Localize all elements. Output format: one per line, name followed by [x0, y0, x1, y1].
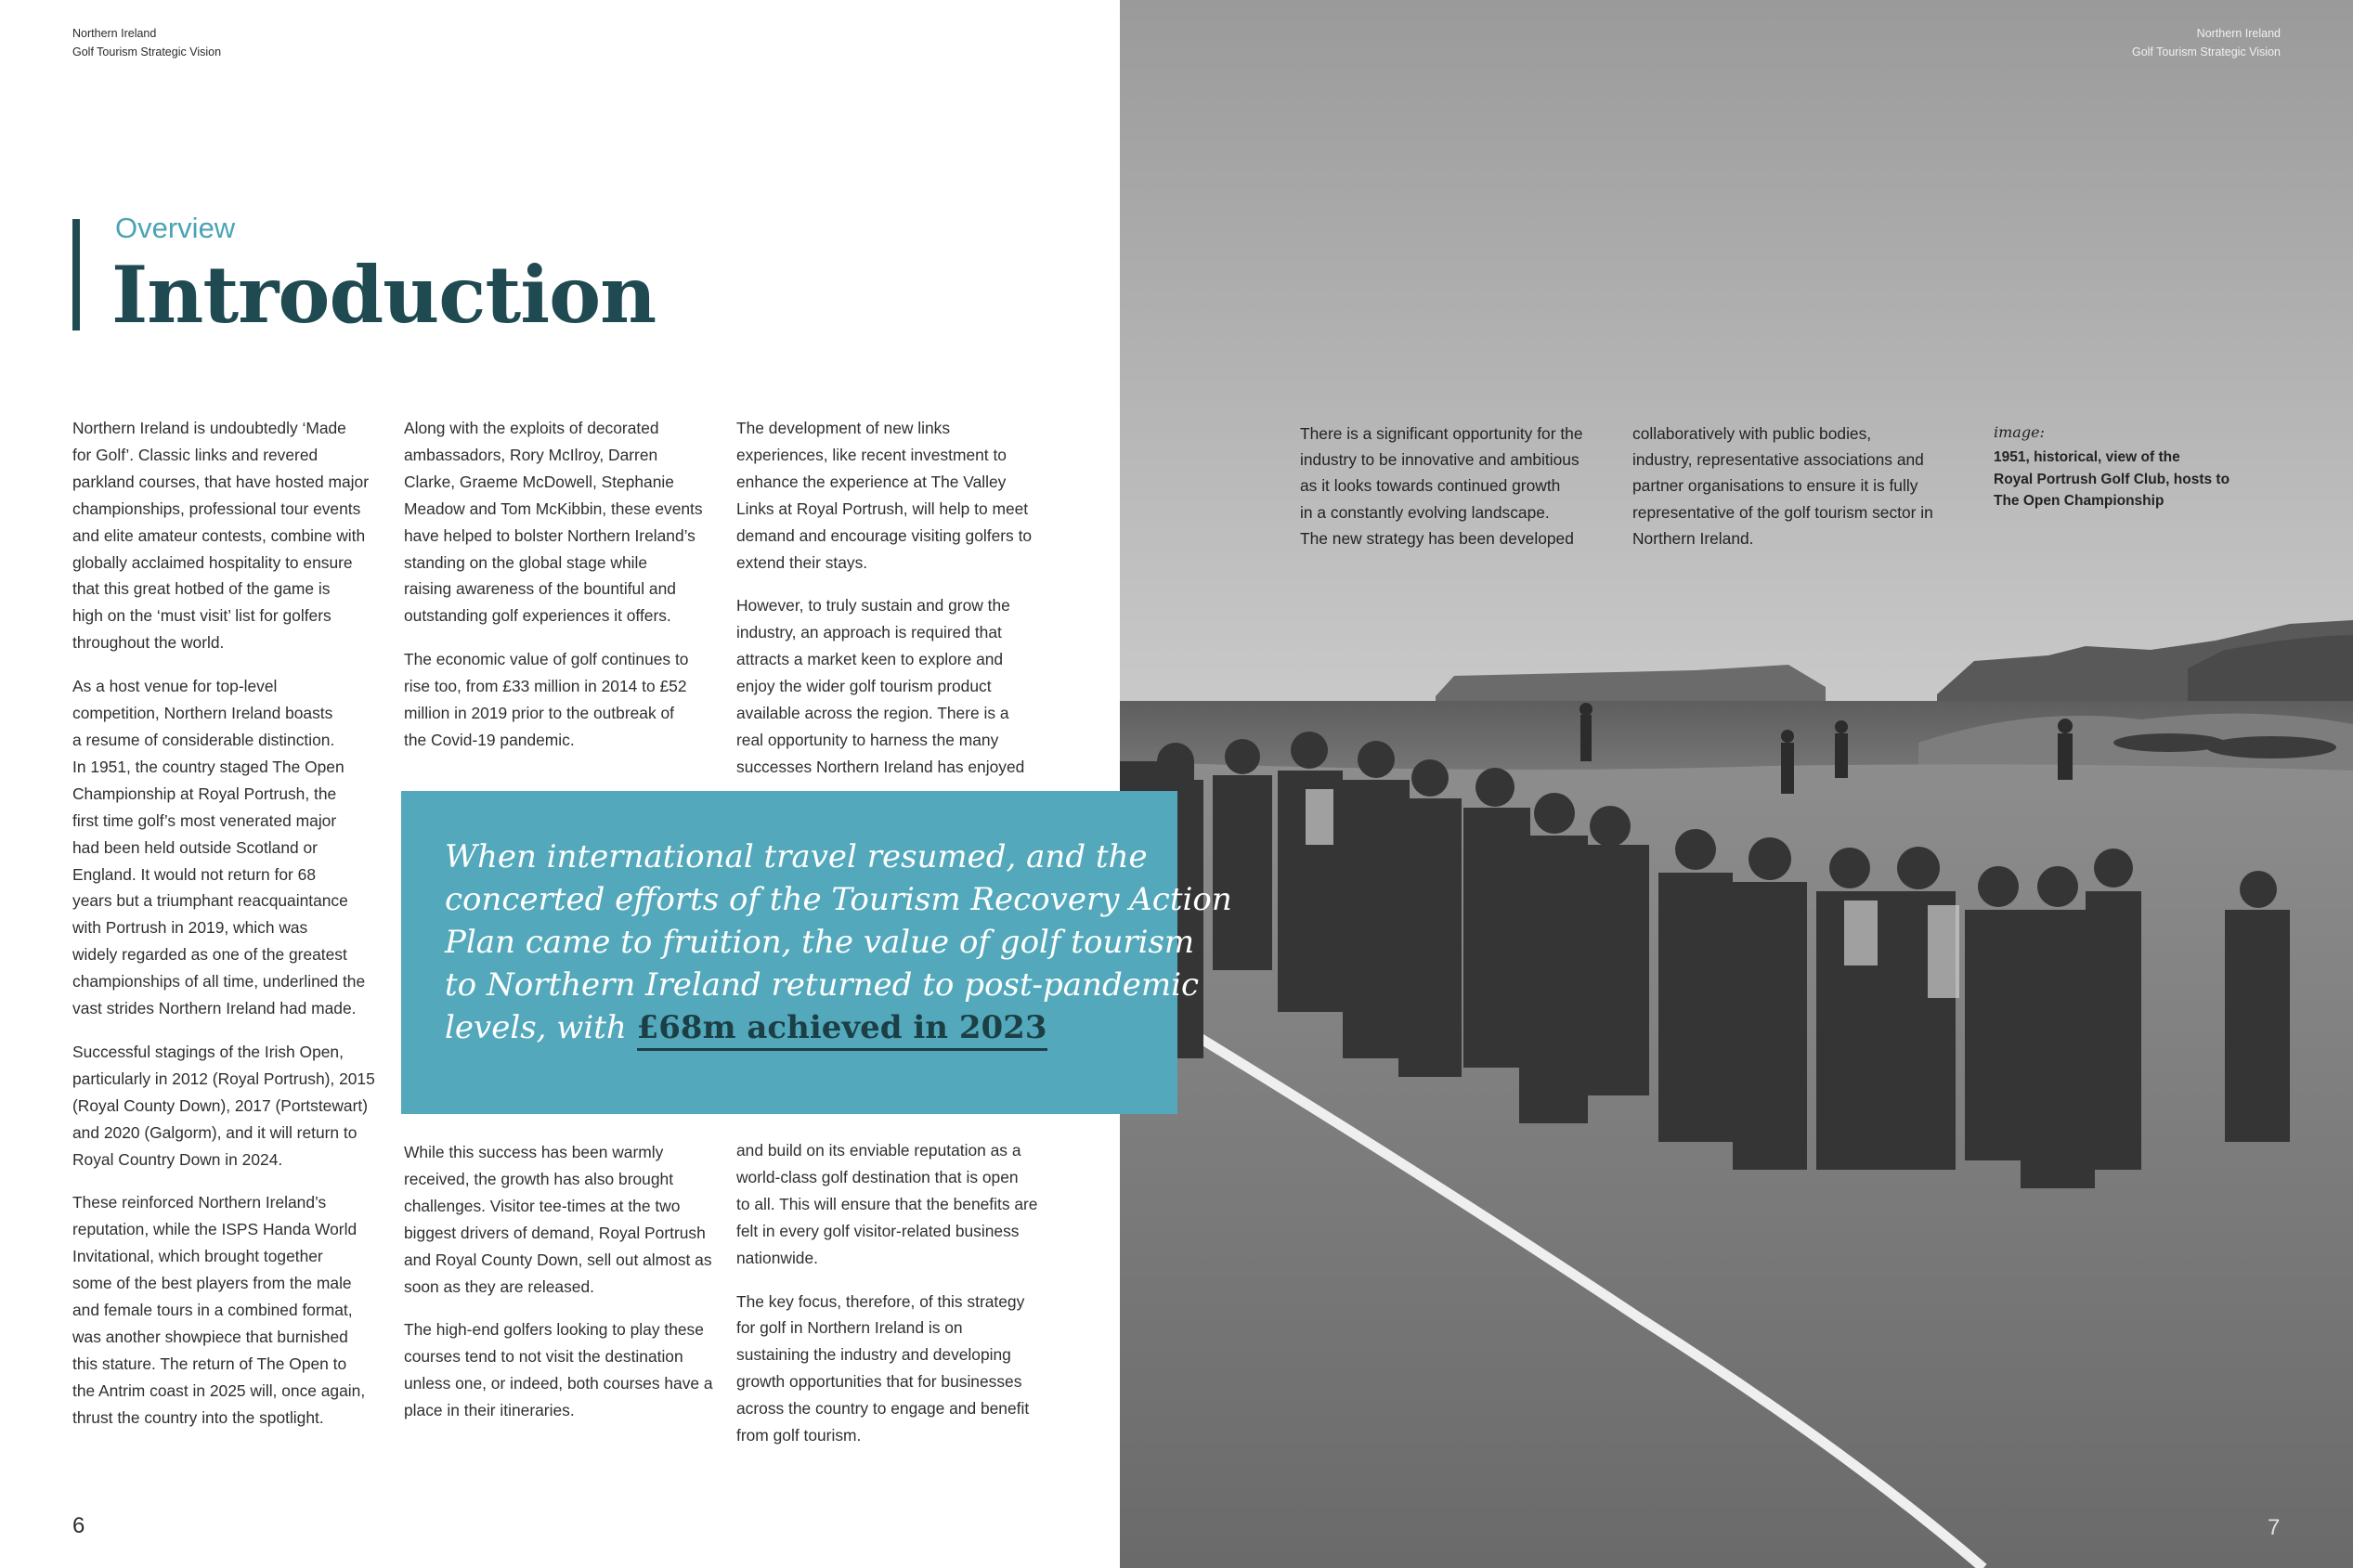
text-line: felt in every golf visitor-related business	[736, 1221, 1020, 1240]
text-line: There is a significant opportunity for the	[1300, 424, 1583, 443]
caption-label: image:	[1994, 423, 2045, 441]
text-line: These reinforced Northern Ireland’s	[72, 1193, 327, 1212]
header-line: Northern Ireland	[72, 27, 157, 40]
paragraph	[72, 1189, 397, 1431]
quote-line: Plan came to fruition, the value of golf tourism	[445, 924, 1195, 961]
image-caption	[1994, 423, 2230, 512]
text-line: attracts a market keen to explore and	[736, 650, 1004, 669]
body-column-2-top	[404, 415, 729, 771]
text-line: the Covid-19 pandemic.	[404, 730, 575, 749]
text-line: growth opportunities that for businesses	[736, 1372, 1022, 1392]
text-line: The new strategy has been developed	[1300, 528, 1574, 548]
text-line: world-class golf destination that is open	[736, 1167, 1019, 1186]
text-line: widely regarded as one of the greatest	[72, 945, 347, 965]
text-line: and build on its enviable reputation as a	[736, 1141, 1021, 1160]
photo-text-column-2	[1632, 421, 1933, 551]
paragraph	[72, 673, 397, 1022]
paragraph	[404, 1139, 729, 1300]
caption-line: 1951, historical, view of the	[1994, 449, 2180, 465]
paragraph	[736, 1289, 1061, 1449]
text-line: experiences, like recent investment to	[736, 445, 1007, 464]
text-line: courses tend to not visit the destination	[404, 1347, 683, 1367]
text-line: championships of all time, underlined the	[72, 972, 366, 991]
text-line: real opportunity to harness the many	[736, 730, 999, 749]
body-column-3-top	[736, 415, 1061, 797]
text-line: across the country to engage and benefit	[736, 1399, 1030, 1419]
text-line: collaboratively with public bodies,	[1632, 424, 1872, 443]
quote-line: When international travel resumed, and the	[445, 838, 1148, 875]
quote-line: to Northern Ireland returned to post-pandemic	[445, 966, 1199, 1004]
quote-line	[445, 1006, 1232, 1049]
text-line: globally acclaimed hospitality to ensure	[72, 552, 353, 572]
text-line: particularly in 2012 (Royal Portrush), 2015	[72, 1069, 375, 1088]
text-line: outstanding golf experiences it offers.	[404, 606, 671, 626]
text-line: high on the ‘must visit’ list for golfers	[72, 606, 332, 626]
text-line: place in their itineraries.	[404, 1401, 575, 1420]
photo-text-column-1	[1300, 421, 1583, 551]
page-title: Introduction	[111, 249, 656, 341]
text-line: this stature. The return of The Open to	[72, 1354, 347, 1373]
text-line: as it looks towards continued growth	[1300, 476, 1561, 496]
text-line: raising awareness of the bountiful and	[404, 579, 676, 599]
text-line: reputation, while the ISPS Handa World	[72, 1220, 358, 1239]
text-line: received, the growth has also brought	[404, 1169, 674, 1188]
title-accent-bar	[72, 219, 80, 330]
text-line: Meadow and Tom McKibbin, these events	[404, 499, 703, 518]
paragraph	[404, 415, 729, 629]
text-line: Northern Ireland.	[1632, 528, 1754, 548]
text-line: The high-end golfers looking to play these	[404, 1320, 704, 1340]
running-header-right	[2132, 24, 2281, 61]
text-line: in a constantly evolving landscape.	[1300, 502, 1550, 522]
pull-quote-box	[401, 791, 1232, 1114]
text-line: the Antrim coast in 2025 will, once again,	[72, 1380, 366, 1400]
text-line: for Golf’. Classic links and revered	[72, 445, 318, 464]
text-line: competition, Northern Ireland boasts	[72, 704, 333, 723]
text-line: Northern Ireland is undoubtedly ‘Made	[72, 419, 346, 437]
text-line: sustaining the industry and developing	[736, 1345, 1011, 1365]
text-line: (Royal County Down), 2017 (Portstewart)	[72, 1095, 368, 1115]
text-line: Links at Royal Portrush, will help to meet	[736, 499, 1029, 518]
text-line: Successful stagings of the Irish Open,	[72, 1042, 344, 1061]
text-line: successes Northern Ireland has enjoyed	[736, 757, 1025, 776]
text-line: available across the region. There is a	[736, 704, 1009, 723]
text-line: a resume of considerable distinction.	[72, 730, 335, 749]
text-line: The development of new links	[736, 419, 951, 437]
text-line: with Portrush in 2019, which was	[72, 918, 308, 938]
text-line: and Royal County Down, sell out almost as	[404, 1250, 712, 1269]
running-header-left	[72, 24, 221, 61]
header-line: Northern Ireland	[2196, 27, 2281, 40]
text-line: first time golf’s most venerated major	[72, 810, 337, 830]
text-line: challenges. Visitor tee-times at the two	[404, 1196, 681, 1215]
text-line: partner organisations to ensure it is fully	[1632, 476, 1918, 496]
text-line: had been held outside Scotland or	[72, 837, 318, 857]
quote-line: concerted efforts of the Tourism Recovery Action	[445, 881, 1232, 918]
text-line: and female tours in a combined format,	[72, 1301, 353, 1320]
caption-line: The Open Championship	[1994, 493, 2164, 509]
text-line: As a host venue for top-level	[72, 677, 278, 696]
text-line: some of the best players from the male	[72, 1274, 352, 1293]
text-line: While this success has been warmly	[404, 1143, 664, 1161]
text-line: nationwide.	[736, 1248, 818, 1267]
body-column-3-bottom	[736, 1137, 1061, 1466]
text-line: from golf tourism.	[736, 1426, 862, 1445]
text-line: that this great hotbed of the game is	[72, 579, 331, 599]
page-number-right: 7	[2268, 1515, 2281, 1540]
text-line: England. It would not return for 68	[72, 864, 316, 884]
page-number-left: 6	[72, 1513, 85, 1538]
paragraph	[736, 1137, 1061, 1272]
text-line: Clarke, Graeme McDowell, Stephanie	[404, 472, 674, 491]
text-line: industry, representative associations and	[1632, 450, 1924, 470]
text-line: standing on the global stage while	[404, 552, 648, 572]
text-line: to all. This will ensure that the benefits are	[736, 1194, 1038, 1213]
header-line: Golf Tourism Strategic Vision	[2131, 45, 2281, 58]
text-line: unless one, or indeed, both courses have a	[404, 1374, 713, 1393]
text-line: enjoy the wider golf tourism product	[736, 677, 992, 696]
paragraph	[404, 1316, 729, 1424]
text-line: industry, an approach is required that	[736, 623, 1002, 642]
quote-prefix: levels, with	[445, 1009, 637, 1046]
text-line: Royal Country Down in 2024.	[72, 1149, 283, 1169]
text-line: representative of the golf tourism sector in	[1632, 502, 1933, 522]
text-line: In 1951, the country staged The Open	[72, 757, 344, 776]
header-line: Golf Tourism Strategic Vision	[72, 45, 222, 58]
text-line: Invitational, which brought together	[72, 1247, 323, 1266]
paragraph	[72, 415, 397, 656]
text-line: industry to be innovative and ambitious	[1300, 450, 1580, 470]
quote-highlight: £68m achieved in 2023	[637, 1009, 1047, 1051]
paragraph	[736, 592, 1061, 780]
pull-quote	[445, 836, 1232, 1049]
text-line: The economic value of golf continues to	[404, 650, 689, 669]
text-line: have helped to bolster Northern Ireland’s	[404, 525, 696, 545]
text-line: enhance the experience at The Valley	[736, 472, 1007, 491]
text-line: extend their stays.	[736, 552, 868, 572]
text-line: thrust the country into the spotlight.	[72, 1407, 324, 1427]
text-line: vast strides Northern Ireland had made.	[72, 999, 357, 1018]
text-line: biggest drivers of demand, Royal Portrush	[404, 1223, 706, 1242]
paragraph	[404, 646, 729, 754]
section-kicker: Overview	[115, 212, 236, 244]
text-line: years but a triumphant reacquaintance	[72, 891, 348, 911]
paragraph	[736, 415, 1061, 576]
text-line: was another showpiece that burnished	[72, 1328, 348, 1346]
text-line: million in 2019 prior to the outbreak of	[404, 704, 674, 723]
photo-illustration	[1120, 0, 2353, 1568]
text-line: and 2020 (Galgorm), and it will return to	[72, 1122, 358, 1142]
text-line: The key focus, therefore, of this strategy	[736, 1291, 1025, 1311]
text-line: ambassadors, Rory McIlroy, Darren	[404, 445, 658, 464]
text-line: demand and encourage visiting golfers to	[736, 525, 1033, 545]
text-line: for golf in Northern Ireland is on	[736, 1318, 963, 1338]
historical-photo	[1120, 0, 2353, 1568]
text-line: However, to truly sustain and grow the	[736, 596, 1010, 616]
text-line: Championship at Royal Portrush, the	[72, 784, 337, 803]
body-column-1	[72, 415, 397, 1448]
text-line: championships, professional tour events	[72, 499, 361, 518]
text-line: Along with the exploits of decorated	[404, 419, 659, 437]
text-line: rise too, from £33 million in 2014 to £52	[404, 677, 687, 696]
text-line: throughout the world.	[72, 633, 225, 653]
paragraph	[72, 1039, 397, 1173]
text-line: and elite amateur contests, combine with	[72, 525, 366, 545]
text-line: parkland courses, that have hosted major	[72, 472, 370, 491]
caption-text	[1994, 447, 2230, 512]
caption-line: Royal Portrush Golf Club, hosts to	[1994, 471, 2230, 487]
text-line: soon as they are released.	[404, 1276, 594, 1296]
body-column-2-bottom	[404, 1139, 729, 1441]
